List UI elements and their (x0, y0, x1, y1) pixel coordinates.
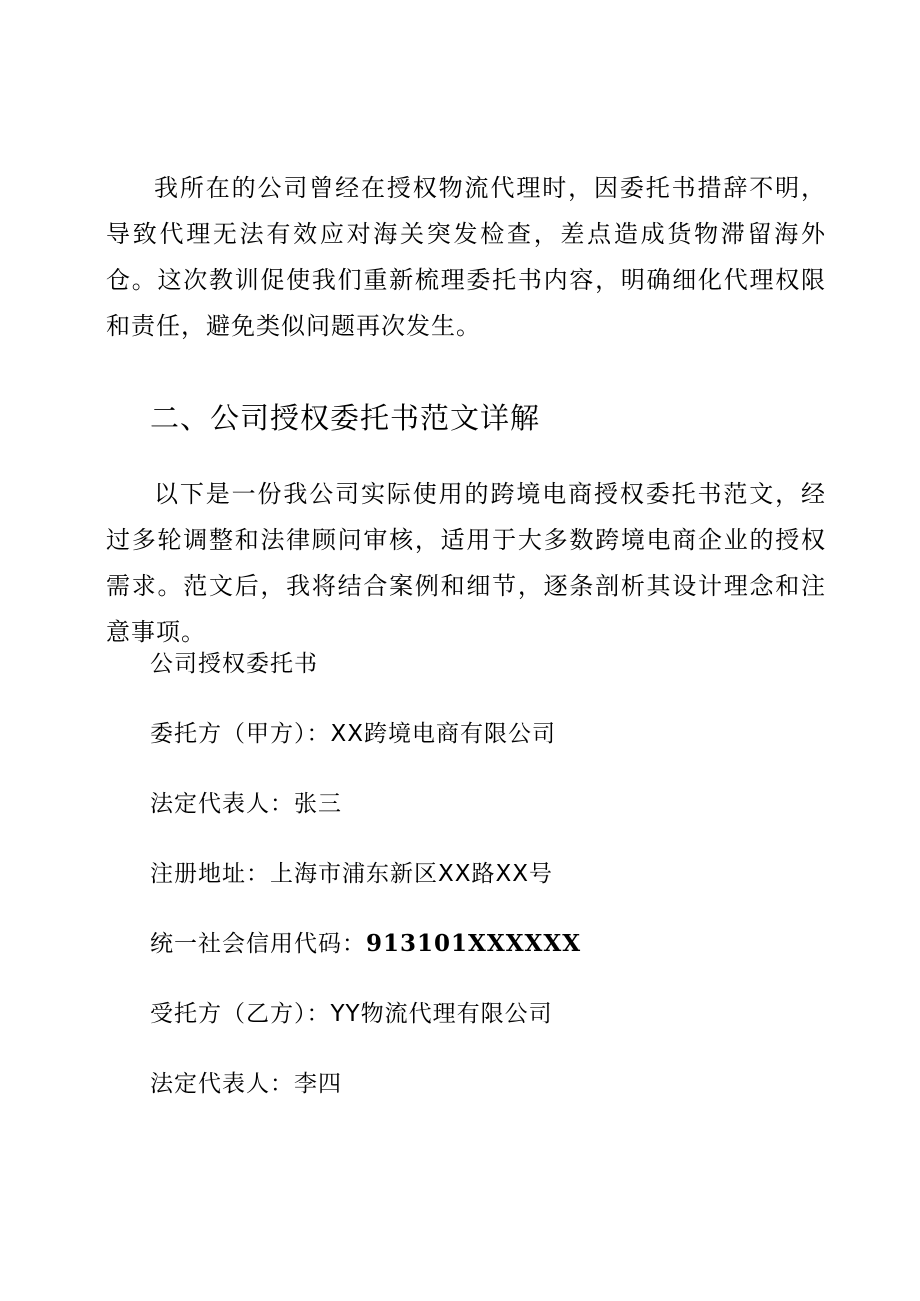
field-label: 委托方（甲方）： (150, 721, 331, 747)
field-value: 李四 (294, 1071, 342, 1097)
field-label: 受托方（乙方）： (150, 1001, 331, 1027)
field-value: 913101XXXXXX (366, 930, 582, 957)
field-label: 统一社会信用代码： (150, 931, 366, 957)
field-label: 注册地址： (150, 861, 270, 887)
field-label: 法定代表人： (150, 1071, 294, 1097)
field-value: 上海市浦东新区XX路XX号 (270, 861, 554, 887)
field-value: XX跨境电商有限公司 (330, 721, 557, 747)
section-intro-paragraph: 以下是一份我公司实际使用的跨境电商授权委托书范文，经过多轮调整和法律顾问审核，适用于大多数跨境电商企业的授权需求。范文后，我将结合案例和细节，逐条剖析其设计理念和注意事项。 (106, 480, 826, 646)
intro-paragraph: 我所在的公司曾经在授权物流代理时，因委托书措辞不明，导致代理无法有效应对海关突发检查，差点造成货物滞留海外仓。这次教训促使我们重新梳理委托书内容，明确细化代理权限和责任，避免类似问题再次发生。 (106, 174, 826, 340)
field-agent-legal-rep (150, 1067, 342, 1101)
field-agent (150, 997, 553, 1031)
section-heading: 二、公司授权委托书范文详解 (150, 401, 541, 435)
field-value: 张三 (294, 791, 342, 817)
field-principal (150, 717, 556, 751)
field-label: 法定代表人： (150, 791, 294, 817)
field-value: YY物流代理有限公司 (330, 1001, 553, 1027)
field-credit-code (150, 927, 581, 961)
letter-title: 公司授权委托书 (150, 651, 318, 677)
field-principal-legal-rep (150, 787, 342, 821)
field-registered-address (150, 857, 553, 891)
